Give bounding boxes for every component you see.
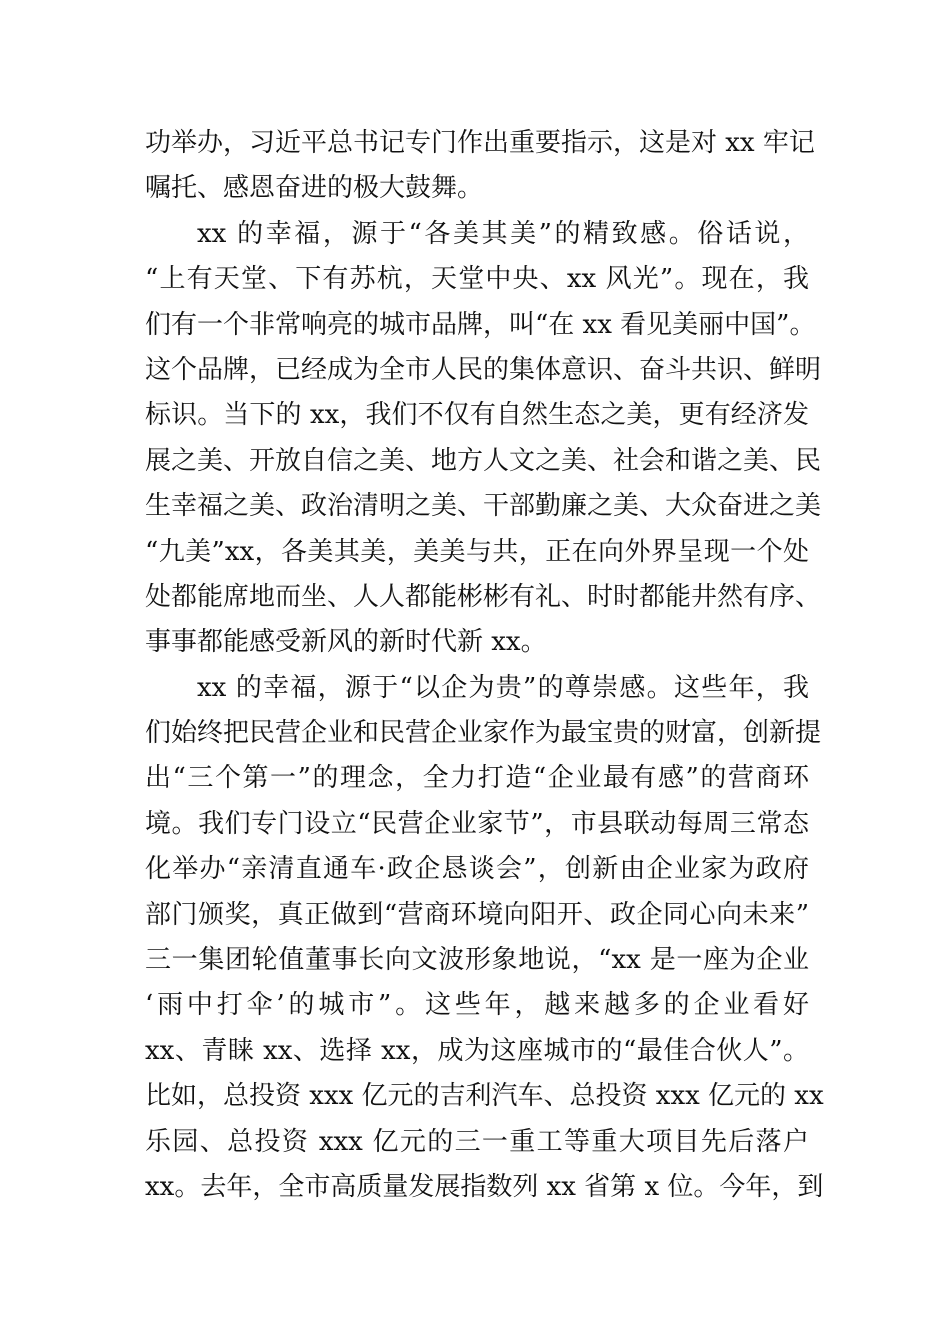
paragraph-1-line-2: 们有一个非常响亮的城市品牌，叫“在 xx 看见美丽中国”。 (145, 309, 816, 340)
paragraph-2-line-7: ‘雨中打伞’的城市”。这些年，越来越多的企业看好 (145, 990, 809, 1021)
paragraph-0-line-1: 嘱托、感恩奋进的极大鼓舞。 (145, 173, 484, 204)
paragraph-1-line-6: 生幸福之美、政治清明之美、干部勤廉之美、大众奋进之美 (145, 491, 822, 522)
paragraph-2-line-0: xx 的幸福，源于“以企为贵”的尊崇感。这些年，我 (197, 672, 809, 703)
paragraph-1-line-9: 事事都能感受新风的新时代新 xx。 (145, 627, 547, 658)
paragraph-1-line-3: 这个品牌，已经成为全市人民的集体意识、奋斗共识、鲜明 (145, 354, 822, 385)
paragraph-2-line-11: xx。去年，全市高质量发展指数列 xx 省第 x 位。今年，到 (145, 1171, 824, 1202)
paragraph-0-line-0: 功举办，习近平总书记专门作出重要指示，这是对 xx 牢记 (145, 128, 815, 158)
paragraph-1-line-1: “上有天堂、下有苏杭，天堂中央、xx 风光”。现在，我 (145, 264, 809, 295)
paragraph-2-line-9: 比如，总投资 xxx 亿元的吉利汽车、总投资 xxx 亿元的 xx (145, 1081, 824, 1112)
paragraph-2-line-1: 们始终把民营企业和民营企业家作为最宝贵的财富，创新提 (145, 718, 822, 749)
paragraph-1-line-8: 处都能席地而坐、人人都能彬彬有礼、时时都能井然有序、 (145, 581, 822, 612)
paragraph-1-line-4: 标识。当下的 xx，我们不仅有自然生态之美，更有经济发 (145, 400, 809, 431)
paragraph-2-line-5: 部门颁奖，真正做到“营商环境向阳开、政企同心向未来” (145, 899, 809, 930)
paragraph-1-line-7: “九美”xx，各美其美，美美与共，正在向外界呈现一个处 (145, 536, 809, 567)
paragraph-2-line-2: 出“三个第一”的理念，全力打造“企业最有感”的营商环 (145, 763, 809, 794)
paragraph-2-line-8: xx、青睐 xx、选择 xx，成为这座城市的“最佳合伙人”。 (145, 1035, 809, 1066)
paragraph-2-line-10: 乐园、总投资 xxx 亿元的三一重工等重大项目先后落户 (145, 1126, 809, 1157)
body-text (145, 121, 824, 1210)
paragraph-1-line-0: xx 的幸福，源于“各美其美”的精致感。俗话说， (197, 218, 809, 249)
paragraph-2-line-4: 化举办“亲清直通车·政企恳谈会”，创新由企业家为政府 (145, 854, 809, 885)
paragraph-2-line-3: 境。我们专门设立“民营企业家节”，市县联动每周三常态 (145, 808, 809, 839)
paragraph-1-line-5: 展之美、开放自信之美、地方人文之美、社会和谐之美、民 (145, 445, 822, 476)
paragraph-2-line-6: 三一集团轮值董事长向文波形象地说，“xx 是一座为企业 (145, 945, 809, 976)
